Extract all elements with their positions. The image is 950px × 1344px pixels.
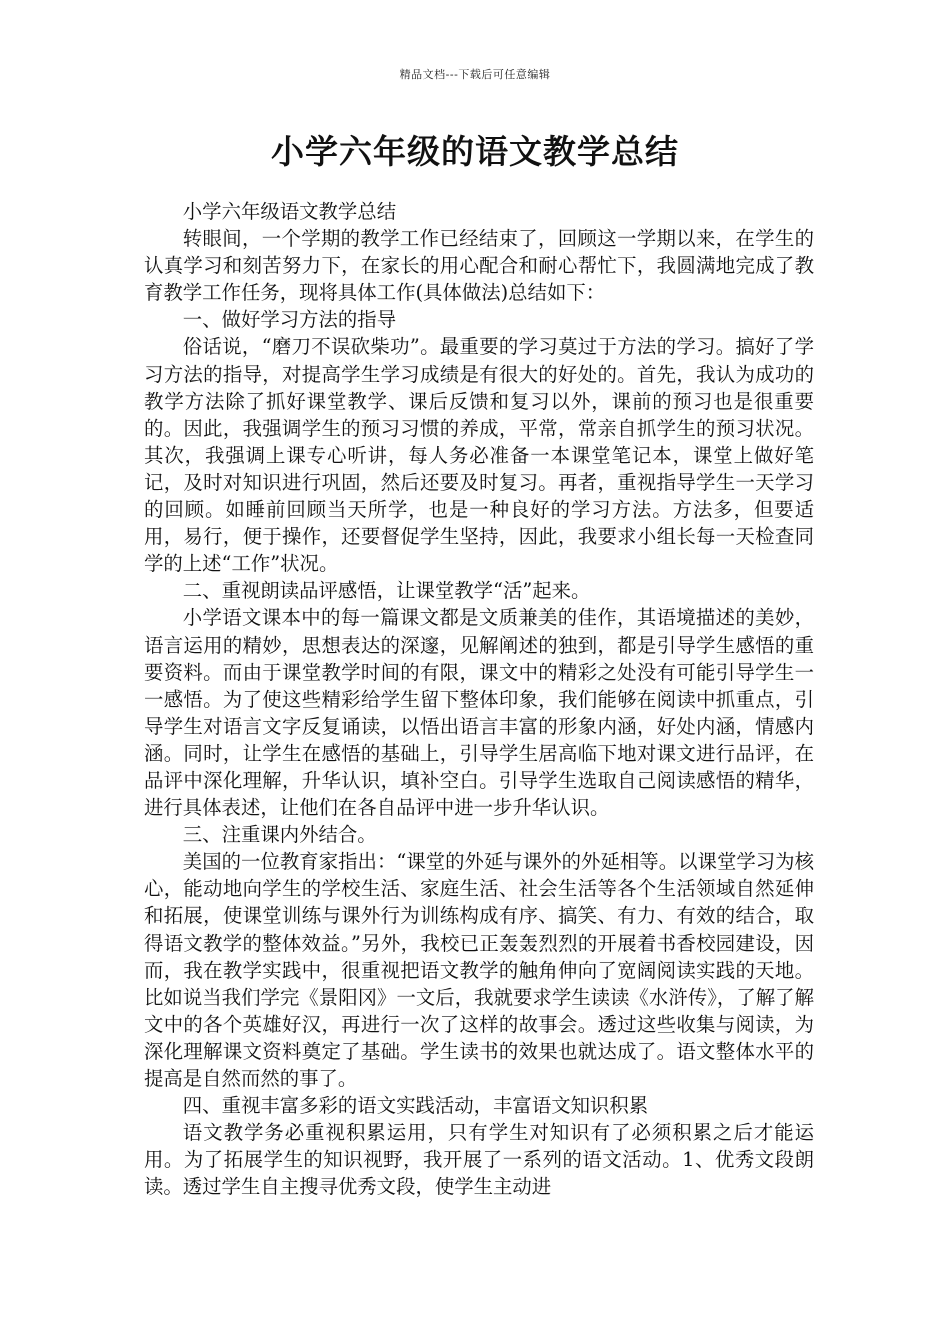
paragraph-section-2: 小学语文课本中的每一篇课文都是文质兼美的佳作，其语境描述的美妙，语言运用的精妙，思想表达的深邃，见解阐述的独到，都是引导学生感悟的重要资料。而由于课堂教学时间的有限，课文中的精彩之处没有可能引导学生一一感悟。为了使这些精彩给学生留下整体印象，我们能够在阅读中抓重点，引导学生对语言文字反复诵读，以悟出语言丰富的形象内涵，好处内涵，情感内涵。同时，让学生在感悟的基础上，引导学生居高临下地对课文进行品评，在品评中深化理解，升华认识，填补空白。引导学生选取自己阅读感悟的精华，进行具体表述，让他们在各自品评中进一步升华认识。 [144, 606, 814, 820]
paragraph-section-1: 俗话说，“磨刀不误砍柴功”。最重要的学习莫过于方法的学习。搞好了学习方法的指导，对提高学生学习成绩是有很大的好处的。首先，我认为成功的教学方法除了抓好课堂教学、课后反馈和复习以外，课前的预习也是很重要的。因此，我强调学生的预习习惯的养成，平常，常亲自抓学生的预习状况。其次，我强调上课专心听讲，每人务必准备一本课堂笔记本，课堂上做好笔记，及时对知识进行巩固，然后还要及时复习。再者，重视指导学生一天学习的回顾。如睡前回顾当天所学，也是一种良好的学习方法。方法多，但要适用，易行，便于操作，还要督促学生坚持，因此，我要求小组长每一天检查同学的上述“工作”状况。 [144, 335, 814, 576]
section-heading-4: 四、重视丰富多彩的语文实践活动，丰富语文知识积累 [182, 1094, 649, 1118]
section-heading-3: 三、注重课内外结合。 [182, 823, 377, 847]
paragraph-section-3: 美国的一位教育家指出：“课堂的外延与课外的外延相等。以课堂学习为核心，能动地向学生的学校生活、家庭生活、社会生活等各个生活领域自然延伸和拓展，使课堂训练与课外行为训练构成有序、搞笑、有力、有效的结合，取得语文教学的整体效益。”另外，我校已正轰轰烈烈的开展着书香校园建设，因而，我在教学实践中，很重视把语文教学的触角伸向了宽阔阅读实践的天地。比如说当我们学完《景阳冈》一文后，我就要求学生读读《水浒传》，了解了解文中的各个英雄好汉，再进行一次了这样的故事会。透过这些收集与阅读，为深化理解课文资料奠定了基础。学生读书的效果也就达成了。语文整体水平的提高是自然而然的事了。 [144, 850, 814, 1090]
paragraph-section-4: 语文教学务必重视积累运用，只有学生对知识有了必须积累之后才能运用。为了拓展学生的知识视野，我开展了一系列的语文活动。1、优秀文段朗读。透过学生自主搜寻优秀文段，使学生主动进 [144, 1121, 814, 1199]
paragraph-intro: 转眼间，一个学期的教学工作已经结束了，回顾这一学期以来，在学生的认真学习和刻苦努力下，在家长的用心配合和耐心帮忙下，我圆满地完成了教育教学工作任务，现将具体工作(具体做法)总结如下： [144, 227, 814, 305]
document-body [144, 198, 814, 1200]
document-title: 小学六年级的语文教学总结 [271, 132, 679, 171]
section-heading-1: 一、做好学习方法的指导 [182, 308, 397, 332]
paragraph-subtitle: 小学六年级语文教学总结 [182, 200, 397, 223]
page-header: 精品文档---下载后可任意编辑 [399, 68, 551, 81]
section-heading-2: 二、重视朗读品评感悟，让课堂教学“活”起来。 [182, 579, 591, 603]
